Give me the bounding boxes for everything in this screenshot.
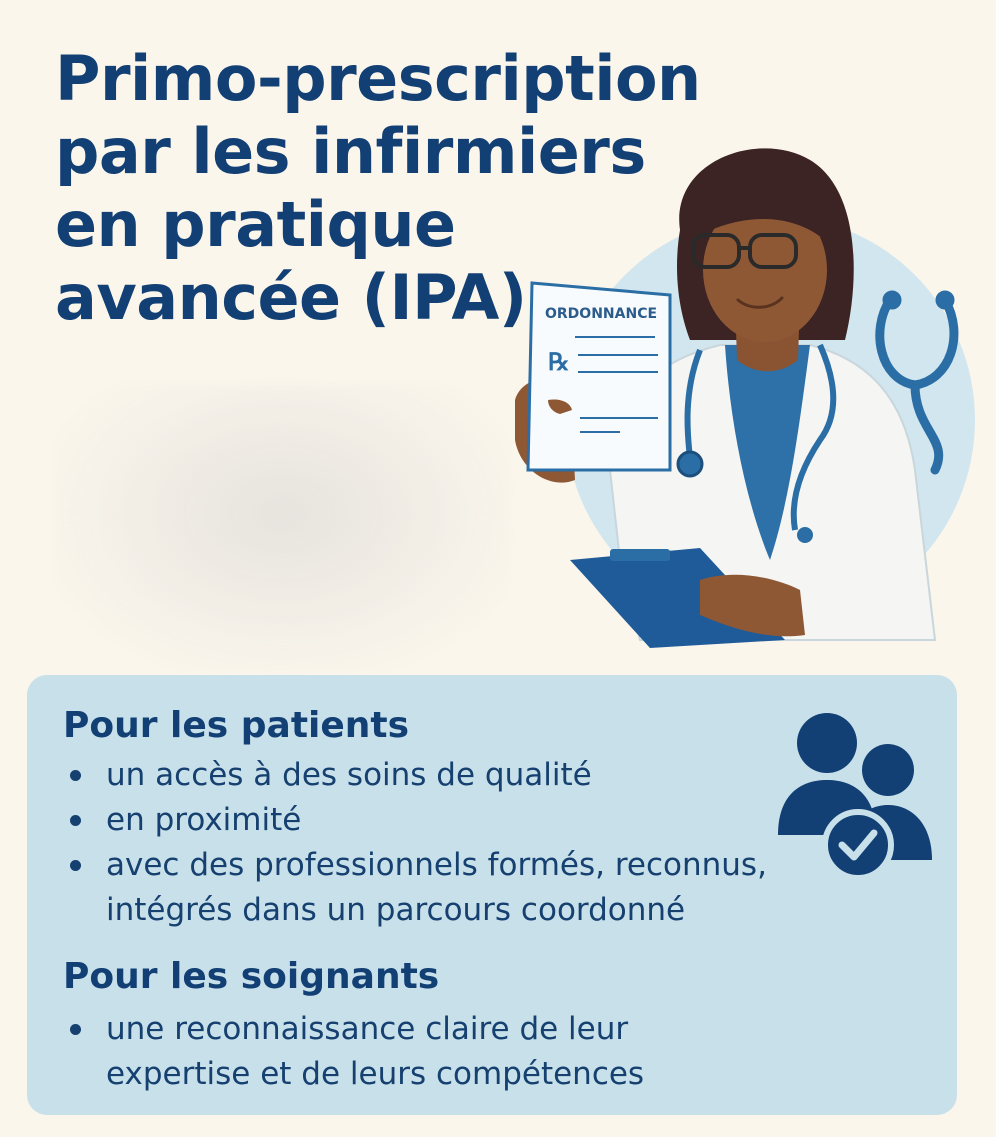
nurse-illustration: [505, 140, 980, 660]
title-line-2: par les infirmiers: [55, 115, 646, 188]
list-item: une reconnaissance claire de leur expertise et de leurs compétences: [62, 1007, 702, 1097]
people-check-icon: [770, 705, 940, 880]
title-line-4: avancée (IPA): [55, 261, 527, 334]
title-line-1: Primo-prescription: [55, 42, 701, 115]
patients-heading: Pour les patients: [63, 705, 410, 746]
prescription-document: [528, 283, 670, 470]
patients-list: [62, 753, 782, 933]
background-texture: [55, 385, 510, 670]
soignants-heading: Pour les soignants: [63, 956, 440, 997]
soignants-list: [62, 1007, 702, 1097]
ordonnance-label: ORDONNANCE: [545, 306, 658, 322]
list-item: avec des professionnels formés, reconnus, intégrés dans un parcours coordonné: [62, 843, 782, 933]
title-line-3: en pratique: [55, 188, 456, 261]
list-item: un accès à des soins de qualité: [62, 753, 782, 798]
prescription-icon: ℞: [548, 347, 570, 376]
list-item: en proximité: [62, 798, 782, 843]
